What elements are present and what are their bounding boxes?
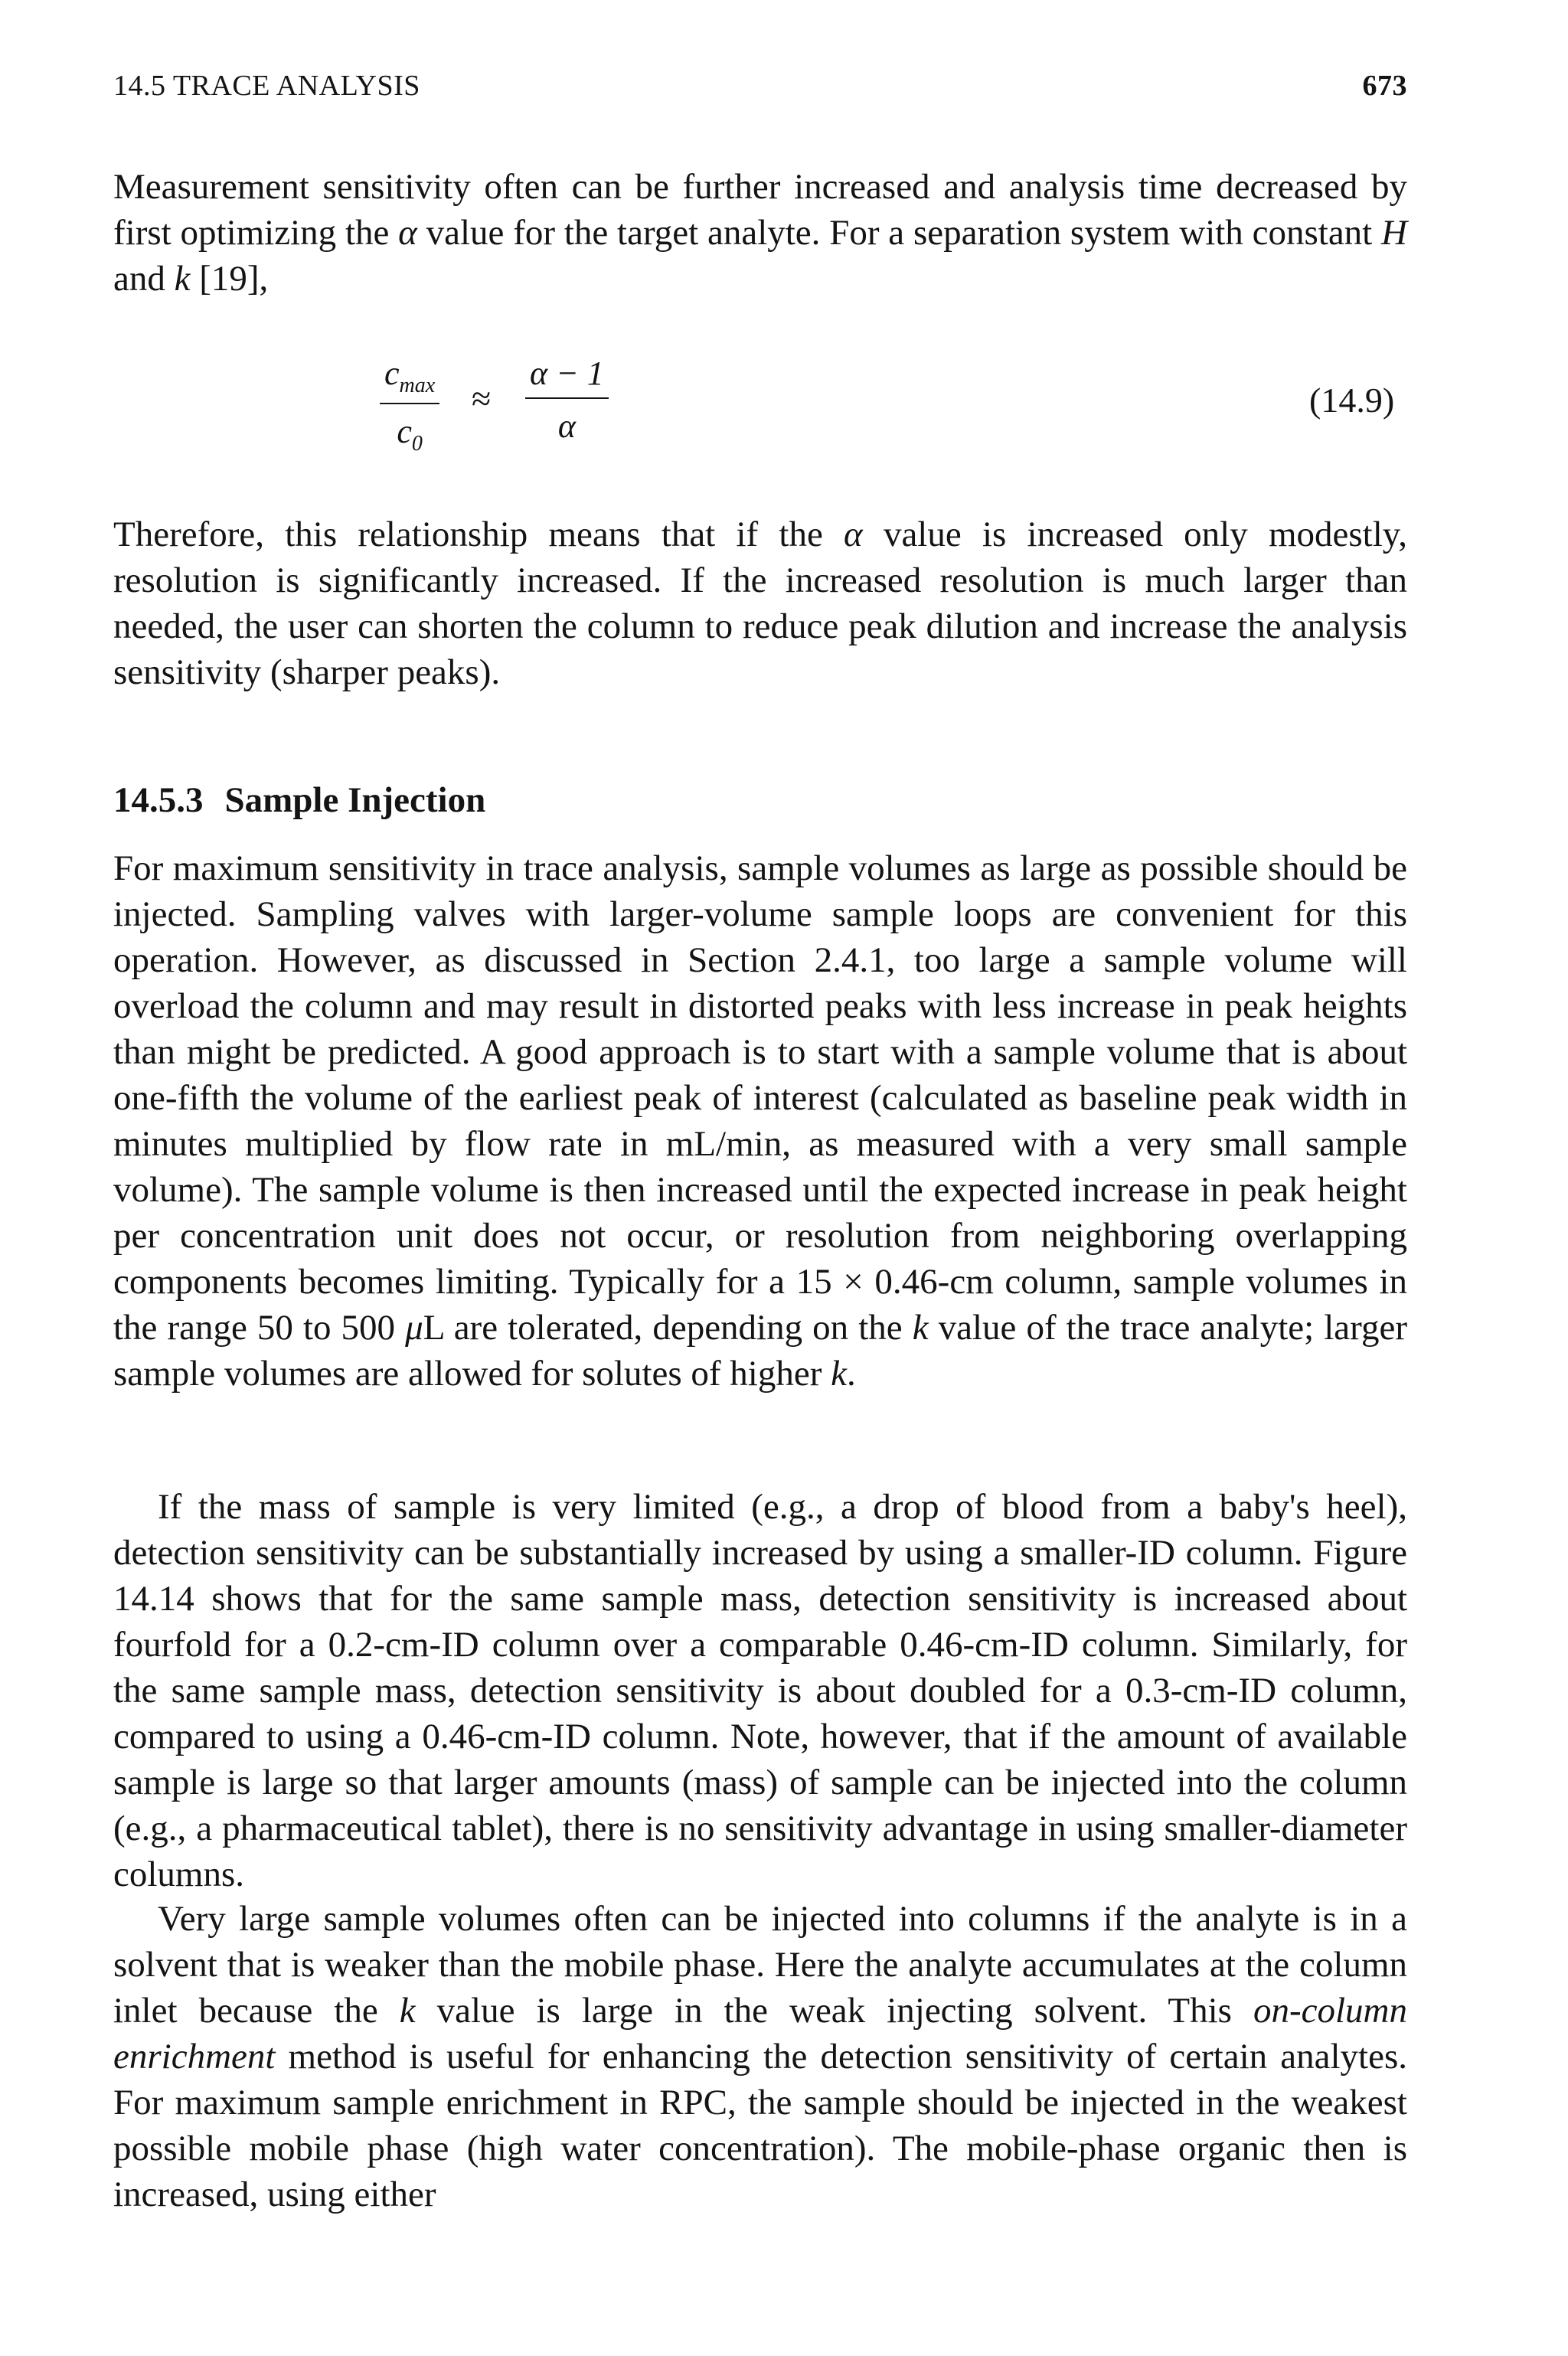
k-symbol: k: [174, 259, 191, 299]
paragraph-1-text: value for the target analyte. For a separation system with constant: [416, 213, 1382, 253]
paragraph-5-text: value is large in the weak injecting solvent. This: [415, 1991, 1253, 2031]
equation-rhs-numerator: α − 1: [525, 354, 609, 399]
equation-rhs-fraction: [525, 354, 609, 446]
paragraph-1-text: and: [113, 259, 175, 299]
mu-symbol: μ: [405, 1308, 423, 1348]
h-symbol: H: [1381, 213, 1407, 253]
page-number: 673: [1362, 70, 1407, 102]
section-number: 14.5.3: [113, 780, 204, 820]
paragraph-4-text: If the mass of sample is very limited (e.g., a drop of blood from a baby's heel), detection sensitivity can be substantially increased by using a smaller-ID column. Figure 14.14 shows that for the same sample mass, detection sensitivity is increased about fourfold for a 0.2-cm-ID column over a comparable 0.46-cm-ID column. Similarly, for the same sample mass, detection sensitivity is about doubled for a 0.3-cm-ID column, compared to using a 0.46-cm-ID column. Note, however, that if the amount of available sample is large so that larger amounts (mass) of sample can be injected into the column (e.g., a pharmaceutical tablet), there is no sensitivity advantage in using smaller-diameter columns.: [113, 1487, 1407, 1894]
equation-14-9: [0, 354, 1568, 461]
k-symbol: k: [399, 1991, 416, 2031]
paragraph-1-text: Measurement sensitivity often can be further increased and analysis time decreased by first optimizing the: [113, 167, 1407, 253]
running-header: [113, 69, 1407, 112]
equation-lhs-numerator: $c_{max}$: [380, 354, 439, 404]
paragraph-2-text: value is increased only modestly, resolution is significantly increased. If the increased resolution is much larger than needed, the user can shorten the column to reduce peak dilution and increase the analysis sensitivity (sharper peaks).: [113, 515, 1407, 692]
section-heading: [113, 779, 485, 821]
k-symbol: k: [912, 1308, 929, 1348]
emphasized-term: on-column enrichment: [113, 1991, 1407, 2077]
paragraph-1: [113, 164, 1407, 302]
section-title: Sample Injection: [224, 780, 486, 820]
running-header-section: 14.5 TRACE ANALYSIS: [113, 70, 420, 102]
equation-rhs-denominator: α: [557, 407, 576, 445]
paragraph-3-text: value of the trace analyte; larger sample volumes are allowed for solutes of higher: [113, 1308, 1407, 1394]
paragraph-5-text: method is useful for enhancing the detection sensitivity of certain analytes. For maximum sample enrichment in RPC, the sample should be injected in the weakest possible mobile phase (high water concentration). The mobile-phase organic then is increased, using either: [113, 2037, 1407, 2214]
paragraph-3-text: L are tolerated, depending on the: [423, 1308, 913, 1348]
equation-number: (14.9): [1309, 381, 1395, 420]
alpha-symbol: α: [398, 213, 417, 253]
paragraph-5-text: Very large sample volumes often can be injected into columns if the analyte is in a solvent that is weaker than the mobile phase. Here the analyte accumulates at the column inlet because the: [113, 1899, 1407, 2031]
k-symbol: k: [831, 1354, 848, 1394]
equation-lhs-denominator: $c_0$: [397, 412, 423, 456]
paragraph-5: [113, 1896, 1407, 2217]
paragraph-2: [113, 511, 1407, 695]
paragraph-4: [113, 1484, 1407, 1897]
equation-lhs-fraction: [380, 354, 439, 456]
alpha-symbol: α: [844, 515, 863, 554]
paragraph-3: [113, 845, 1407, 1397]
paragraph-1-text: [19],: [190, 259, 269, 299]
paragraph-3-text: .: [847, 1354, 856, 1394]
paragraph-2-text: Therefore, this relationship means that if the: [113, 515, 844, 554]
paragraph-3-text: For maximum sensitivity in trace analysis, sample volumes as large as possible should be injected. Sampling valves with larger-volume sample loops are convenient for this operation. However, as discussed in Section 2.4.1, too large a sample volume will overload the column and may result in distorted peaks with less increase in peak heights than might be predicted. A good approach is to start with a sample volume that is about one-fifth the volume of the earliest peak of interest (calculated as baseline peak width in minutes multiplied by flow rate in mL/min, as measured with a very small sample volume). The sample volume is then increased until the expected increase in peak height per concentration unit does not occur, or resolution from neighboring overlapping components becomes limiting. Typically for a 15 × 0.46-cm column, sample volumes in the range 50 to 500: [113, 848, 1407, 1348]
approx-sign: ≈: [472, 379, 492, 418]
